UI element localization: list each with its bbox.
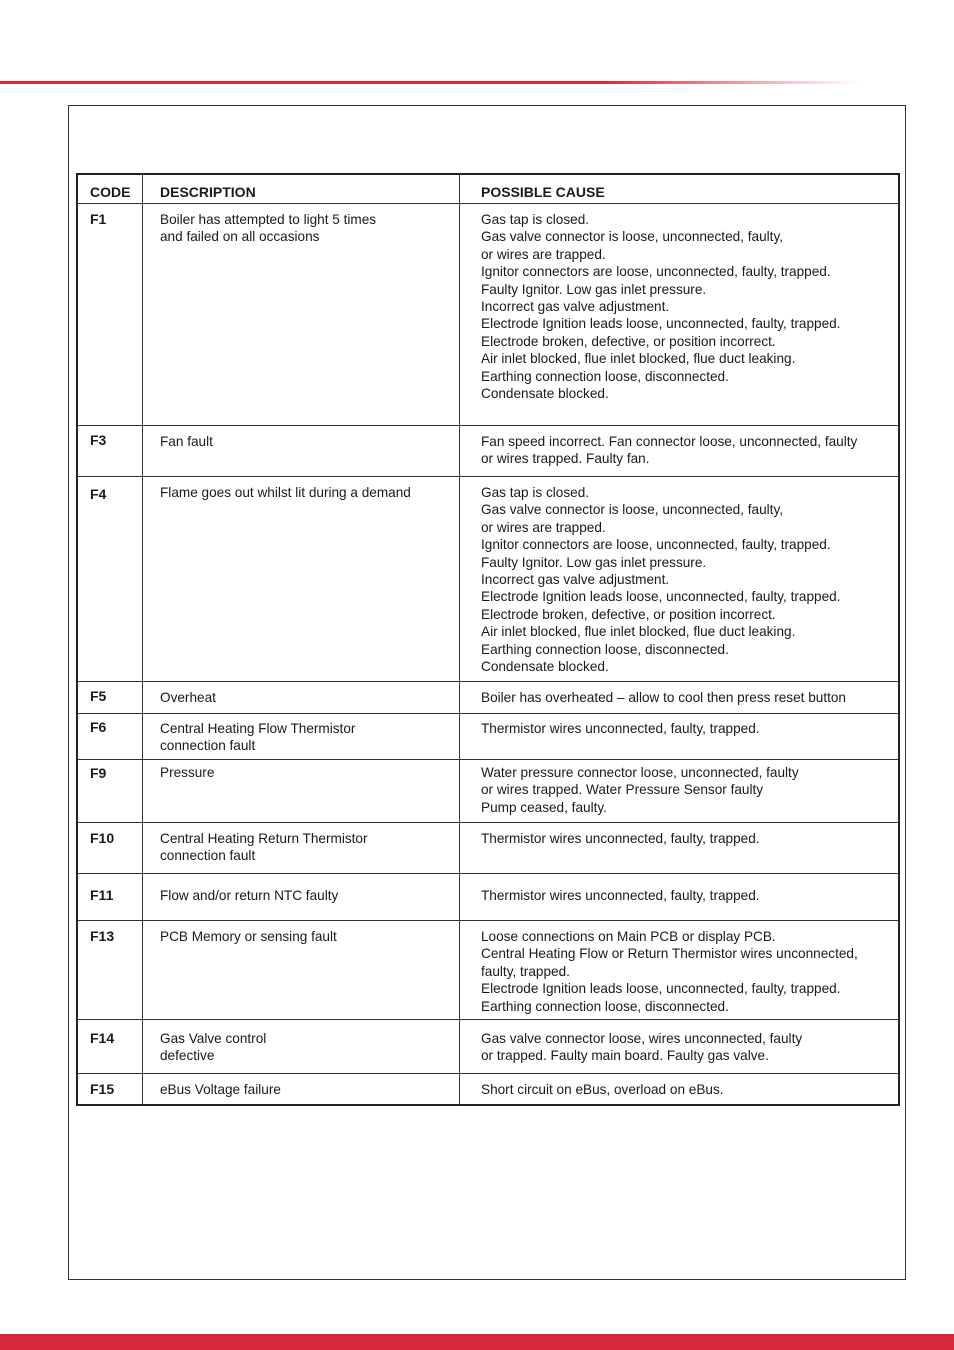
possible-cause [459, 682, 898, 713]
cause-line: Faulty Ignitor. Low gas inlet pressure. [481, 281, 707, 297]
possible-cause [459, 204, 898, 425]
cause-line: or wires are trapped. [481, 246, 606, 262]
cause-line: or wires trapped. Faulty fan. [481, 451, 650, 467]
description-line: connection fault [160, 738, 256, 754]
cause-line: Ignitor connectors are loose, unconnected, faulty, trapped. [481, 264, 831, 280]
fault-code: F13 [90, 928, 115, 944]
cause-line: Gas valve connector is loose, unconnected, faulty, [481, 502, 784, 518]
cause-line: Gas tap is closed. [481, 212, 590, 227]
cause-line: Condensate blocked. [481, 659, 609, 675]
description-line: Gas Valve control [160, 1031, 267, 1046]
table-row [78, 713, 898, 759]
cause-line: Gas valve connector loose, wires unconnected, faulty [481, 1031, 803, 1046]
description-line: PCB Memory or sensing fault [160, 929, 337, 944]
fault-code: F5 [90, 688, 107, 704]
cause-line: Electrode broken, defective, or position incorrect. [481, 333, 776, 349]
bottom-accent-bar [0, 1334, 954, 1350]
cause-line: Short circuit on eBus, overload on eBus. [481, 1082, 724, 1097]
possible-cause [459, 714, 898, 759]
cause-line: Electrode Ignition leads loose, unconnected, faulty, trapped. [481, 316, 841, 332]
cause-line: Faulty Ignitor. Low gas inlet pressure. [481, 554, 707, 570]
table-row [78, 1073, 898, 1106]
cause-line: Boiler has overheated – allow to cool then press reset button [481, 690, 846, 705]
cause-line: or trapped. Faulty main board. Faulty gas valve. [481, 1048, 769, 1064]
cause-line: Thermistor wires unconnected, faulty, trapped. [481, 721, 760, 736]
table-row [78, 476, 898, 681]
cause-line: Water pressure connector loose, unconnected, faulty [481, 765, 799, 780]
possible-cause [459, 921, 898, 1019]
table-row [78, 1019, 898, 1073]
description-line: Boiler has attempted to light 5 times [160, 212, 377, 227]
fault-description [142, 426, 459, 476]
cause-line: Earthing connection loose, disconnected. [481, 368, 729, 384]
cause-line: Condensate blocked. [481, 386, 609, 402]
header-possible-cause: POSSIBLE CAUSE [459, 175, 898, 203]
description-line: defective [160, 1048, 215, 1064]
header-code: CODE [90, 184, 131, 200]
table-row [78, 681, 898, 713]
cause-line: Incorrect gas valve adjustment. [481, 572, 670, 588]
description-line: Central Heating Flow Thermistor [160, 721, 356, 736]
cause-line: Electrode broken, defective, or position incorrect. [481, 606, 776, 622]
possible-cause [459, 1074, 898, 1106]
possible-cause [459, 823, 898, 873]
description-line: Overheat [160, 690, 216, 705]
table-row [78, 920, 898, 1019]
cause-line: Earthing connection loose, disconnected. [481, 641, 729, 657]
description-line: Flame goes out whilst lit during a demand [160, 485, 411, 500]
possible-cause [459, 760, 898, 822]
description-line: and failed on all occasions [160, 229, 320, 245]
cause-line: Loose connections on Main PCB or display PCB. [481, 929, 776, 944]
cause-line: Electrode Ignition leads loose, unconnected, faulty, trapped. [481, 589, 841, 605]
fault-code: F10 [90, 830, 115, 846]
fault-code: F3 [90, 432, 107, 448]
description-line: eBus Voltage failure [160, 1082, 281, 1097]
description-line: Pressure [160, 765, 215, 780]
fault-description [142, 760, 459, 822]
possible-cause [459, 1020, 898, 1073]
table-row [78, 425, 898, 476]
description-line: Fan fault [160, 434, 213, 449]
cause-line: Pump ceased, faulty. [481, 799, 607, 815]
fault-code-table [76, 173, 900, 1106]
possible-cause [459, 477, 898, 681]
description-line: connection fault [160, 848, 256, 864]
header-description: DESCRIPTION [142, 175, 459, 203]
cause-line: Ignitor connectors are loose, unconnected, faulty, trapped. [481, 537, 831, 553]
fault-code: F6 [90, 719, 107, 735]
fault-description [142, 682, 459, 713]
table-row [78, 203, 898, 425]
fault-code: F15 [90, 1081, 115, 1097]
cause-line: Earthing connection loose, disconnected. [481, 998, 729, 1014]
fault-code: F4 [90, 486, 107, 502]
fault-description [142, 823, 459, 873]
table-header-row [78, 175, 898, 203]
cause-line: Air inlet blocked, flue inlet blocked, flue duct leaking. [481, 351, 796, 367]
table-row [78, 822, 898, 873]
cause-line: faulty, trapped. [481, 963, 570, 979]
cause-line: Gas tap is closed. [481, 485, 590, 500]
fault-code: F11 [90, 887, 114, 903]
fault-description [142, 477, 459, 681]
fault-description [142, 1020, 459, 1073]
fault-description [142, 1074, 459, 1106]
cause-line: Thermistor wires unconnected, faulty, trapped. [481, 888, 760, 903]
cause-line: Fan speed incorrect. Fan connector loose, unconnected, faulty [481, 434, 858, 449]
fault-code: F14 [90, 1030, 115, 1046]
cause-line: Gas valve connector is loose, unconnected, faulty, [481, 229, 784, 245]
fault-description [142, 874, 459, 920]
description-line: Central Heating Return Thermistor [160, 831, 368, 846]
cause-line: Air inlet blocked, flue inlet blocked, flue duct leaking. [481, 624, 796, 640]
description-line: Flow and/or return NTC faulty [160, 888, 339, 903]
cause-line: or wires trapped. Water Pressure Sensor faulty [481, 782, 764, 798]
fault-description [142, 921, 459, 1019]
cause-line: Electrode Ignition leads loose, unconnected, faulty, trapped. [481, 981, 841, 997]
fault-description [142, 204, 459, 425]
cause-line: Thermistor wires unconnected, faulty, trapped. [481, 831, 760, 846]
fault-description [142, 714, 459, 759]
cause-line: Incorrect gas valve adjustment. [481, 299, 670, 315]
fault-code: F1 [90, 211, 107, 227]
table-row [78, 759, 898, 822]
table-row [78, 873, 898, 920]
fault-code: F9 [90, 765, 107, 781]
cause-line: or wires are trapped. [481, 519, 606, 535]
cause-line: Central Heating Flow or Return Thermistor wires unconnected, [481, 946, 858, 962]
possible-cause [459, 874, 898, 920]
possible-cause [459, 426, 898, 476]
top-accent-rule [0, 81, 860, 84]
